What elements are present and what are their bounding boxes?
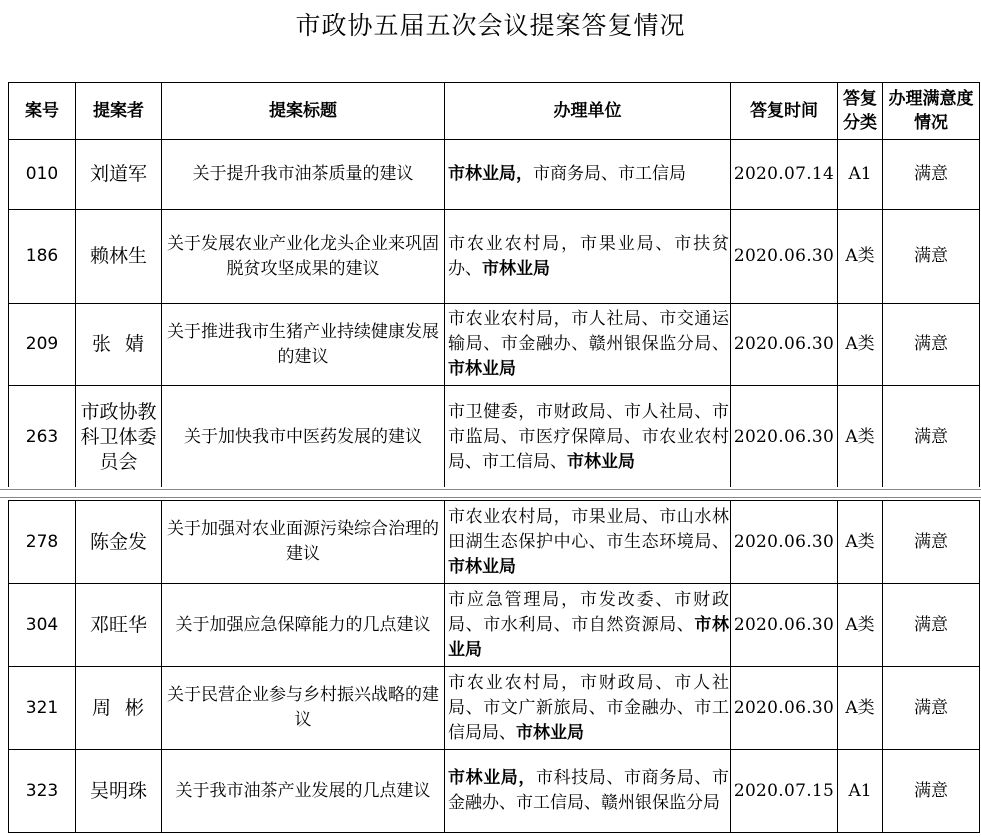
- table-row: [9, 584, 980, 667]
- handling-units: [445, 304, 731, 386]
- reply-category: A1: [838, 140, 883, 210]
- satisfaction: 满意: [883, 501, 980, 584]
- satisfaction: 满意: [883, 386, 980, 490]
- reply-category: A类: [838, 501, 883, 584]
- table-row: [9, 667, 980, 750]
- lead-unit: 市林业局，: [448, 164, 533, 184]
- table-row: [9, 386, 980, 490]
- satisfaction: 满意: [883, 140, 980, 210]
- table-row: [9, 210, 980, 304]
- tail-unit: 市林业局: [516, 722, 584, 743]
- proposal-table-lower: [8, 500, 980, 833]
- tail-unit: 市林业局: [448, 556, 516, 577]
- proposal-title: 关于我市油茶产业发展的几点建议: [162, 750, 445, 833]
- table-row: [9, 304, 980, 386]
- reply-date: 2020.07.15: [731, 750, 838, 833]
- satisfaction: 满意: [883, 667, 980, 750]
- proposer: 邓旺华: [76, 584, 162, 667]
- proposer: 赖林生: [76, 210, 162, 304]
- header-units: 办理单位: [445, 83, 731, 140]
- reply-date: 2020.06.30: [731, 584, 838, 667]
- proposal-title: 关于加强应急保障能力的几点建议: [162, 584, 445, 667]
- handling-units: [445, 210, 731, 304]
- satisfaction: 满意: [883, 304, 980, 386]
- page-title: 市政协五届五次会议提案答复情况: [295, 11, 686, 40]
- header-satisfaction: 办理满意度情况: [883, 83, 980, 140]
- tail-unit: 市林业局: [448, 614, 730, 660]
- header-case-no: 案号: [9, 83, 76, 140]
- handling-units: [445, 501, 731, 584]
- proposal-table-upper: [8, 82, 980, 490]
- reply-category: A1: [838, 750, 883, 833]
- reply-date: 2020.06.30: [731, 304, 838, 386]
- proposer: 吴明珠: [76, 750, 162, 833]
- page-break-line: [0, 489, 981, 490]
- proposal-title: 关于加快我市中医药发展的建议: [162, 386, 445, 490]
- co-units: 市农业农村局，市财政局、市人社局、市文广新旅局、市金融办、市工信局局、: [448, 672, 729, 743]
- reply-date: 2020.07.14: [731, 140, 838, 210]
- reply-date: 2020.06.30: [731, 501, 838, 584]
- proposal-title: 关于发展农业产业化龙头企业来巩固脱贫攻坚成果的建议: [162, 210, 445, 304]
- reply-category: A类: [838, 304, 883, 386]
- header-reply-category: 答复分类: [838, 83, 883, 140]
- handling-units: [445, 750, 731, 833]
- proposal-title: 关于民营企业参与乡村振兴战略的建议: [162, 667, 445, 750]
- co-units: 市科技局、市商务局、市金融办、市工信局、赣州银保监分局: [448, 768, 729, 813]
- proposer: 张婧: [76, 304, 162, 386]
- proposal-title: 关于加强对农业面源污染综合治理的建议: [162, 501, 445, 584]
- satisfaction: 满意: [883, 210, 980, 304]
- co-units: 市农业农村局，市果业局、市扶贫办、: [448, 233, 729, 279]
- proposal-title: 关于提升我市油茶质量的建议: [162, 140, 445, 210]
- table-row: [9, 750, 980, 833]
- case-no: 278: [9, 501, 76, 584]
- case-no: 010: [9, 140, 76, 210]
- case-no: 323: [9, 750, 76, 833]
- header-proposal-title: 提案标题: [162, 83, 445, 140]
- table-row: [9, 501, 980, 584]
- proposer: 周彬: [76, 667, 162, 750]
- handling-units: [445, 584, 731, 667]
- reply-category: A类: [838, 210, 883, 304]
- reply-category: A类: [838, 386, 883, 490]
- reply-date: 2020.06.30: [731, 667, 838, 750]
- page-break-line: [0, 497, 981, 498]
- satisfaction: 满意: [883, 750, 980, 833]
- handling-units: [445, 667, 731, 750]
- co-units: 市商务局、市工信局: [533, 164, 686, 184]
- handling-units: [445, 140, 731, 210]
- reply-category: A类: [838, 584, 883, 667]
- tail-unit: 市林业局: [482, 258, 550, 279]
- case-no: 209: [9, 304, 76, 386]
- case-no: 321: [9, 667, 76, 750]
- header-proposer: 提案者: [76, 83, 162, 140]
- reply-date: 2020.06.30: [731, 386, 838, 490]
- proposal-title: 关于推进我市生猪产业持续健康发展的建议: [162, 304, 445, 386]
- case-no: 304: [9, 584, 76, 667]
- co-units: 市应急管理局，市发改委、市财政局、市水利局、市自然资源局、: [448, 589, 729, 635]
- tail-unit: 市林业局: [567, 452, 635, 472]
- page-break: [0, 487, 981, 500]
- handling-units: [445, 386, 731, 490]
- header-reply-date: 答复时间: [731, 83, 838, 140]
- table-header-row: [9, 83, 980, 140]
- co-units: 市卫健委，市财政局、市人社局、市市监局、市医疗保障局、市农业农村局、市工信局、: [448, 402, 729, 472]
- lead-unit: 市林业局，: [448, 768, 536, 788]
- case-no: 263: [9, 386, 76, 490]
- reply-date: 2020.06.30: [731, 210, 838, 304]
- co-units: 市农业农村局，市人社局、市交通运输局、市金融办、赣州银保监分局、: [448, 309, 729, 354]
- reply-category: A类: [838, 667, 883, 750]
- satisfaction: 满意: [883, 584, 980, 667]
- proposer: 刘道军: [76, 140, 162, 210]
- case-no: 186: [9, 210, 76, 304]
- proposer: 陈金发: [76, 501, 162, 584]
- proposer: 市政协教科卫体委员会: [76, 386, 162, 490]
- table-row: [9, 140, 980, 210]
- tail-unit: 市林业局: [448, 359, 516, 379]
- co-units: 市农业农村局，市果业局、市山水林田湖生态保护中心、市生态环境局、: [448, 506, 729, 552]
